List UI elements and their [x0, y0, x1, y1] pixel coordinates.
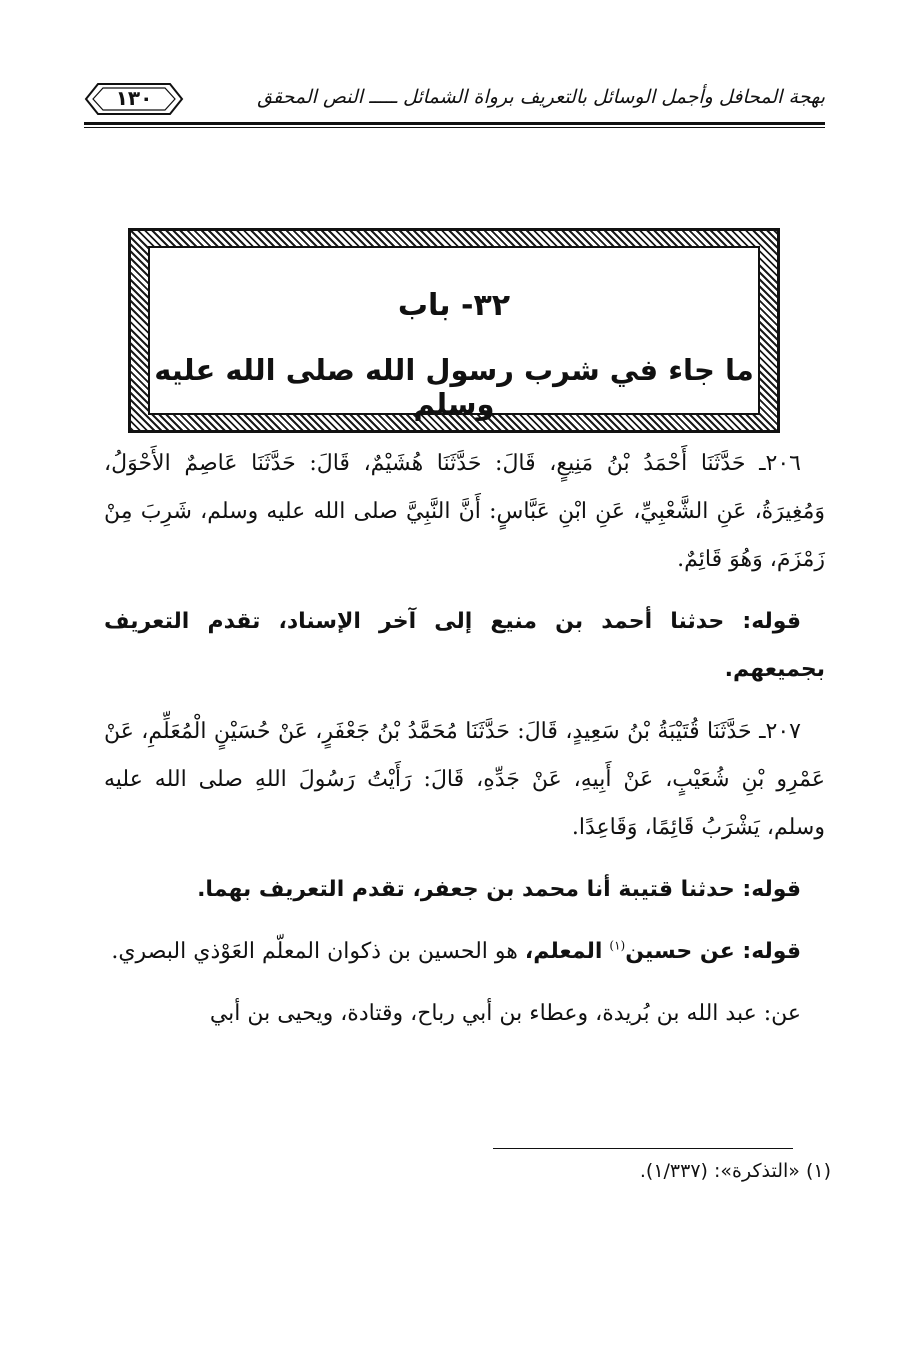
footnote-1: (١) «التذكرة»: (١/٣٣٧).: [639, 1160, 831, 1182]
commentary-lead-name: المعلم،: [524, 939, 603, 964]
narrators-list: عن: عبد الله بن بُريدة، وعطاء بن أبي رباح، وقتادة، ويحيى بن أبي: [209, 1001, 801, 1026]
chapter-ornament-frame: [128, 228, 780, 433]
page-number: ١٣٠: [115, 86, 153, 110]
footnote-ref[interactable]: (١): [609, 938, 626, 953]
commentary-207: قوله: حدثنا قتيبة أنا محمد بن جعفر، تقدم التعريف بهما.: [197, 877, 801, 902]
chapter-heading: ٣٢- باب: [397, 288, 511, 323]
commentary-206: قوله: حدثنا أحمد بن منيع إلى آخر الإسناد، تقدم التعريف بجميعهم.: [104, 609, 825, 682]
header-title: بهجة المحافل وأجمل الوسائل بالتعريف برواة الشمائل ـــــ النص المحقق: [257, 86, 825, 108]
chapter-subtitle: ما جاء في شرب رسول الله صلى الله عليه وسلم: [154, 353, 754, 421]
hadith-207: ٢٠٧ـ حَدَّثَنَا قُتَيْبَةُ بْنُ سَعِيدٍ، قَالَ: حَدَّثَنَا مُحَمَّدُ بْنُ جَعْفَرٍ، عَنْ حُسَيْنٍ الْمُعَلِّمِ، عَنْ عَمْرِو بْنِ شُعَيْبٍ، عَنْ أَبِيهِ، عَنْ جَدِّهِ، قَالَ: رَأَيْتُ رَسُولَ اللهِ صلى الله عليه وسلم، يَشْرَبُ قَائِمًا، وَقَاعِدًا.: [104, 719, 825, 840]
header-rule-thin: [84, 127, 825, 128]
commentary-text: هو الحسين بن ذكوان المعلّم العَوْذي البصري.: [111, 939, 518, 964]
hadith-206: ٢٠٦ـ حَدَّثَنَا أَحْمَدُ بْنُ مَنِيعٍ، قَالَ: حَدَّثَنَا هُشَيْمٌ، قَالَ: حَدَّثَنَا عَاصِمٌ الأَحْوَلُ، وَمُغِيرَةُ، عَنِ الشَّعْبِيِّ، عَنِ ابْنِ عَبَّاسٍ: أَنَّ النَّبِيَّ صلى الله عليه وسلم، شَرِبَ مِنْ زَمْزَمَ، وَهُوَ قَائِمٌ.: [104, 451, 825, 572]
header-rule: [84, 122, 825, 125]
commentary-lead: قوله: عن حسين: [625, 939, 801, 964]
footnote-separator: [493, 1148, 793, 1149]
commentary-husayn: [104, 928, 825, 976]
chapter-frame-inner: [148, 246, 760, 421]
running-header: [84, 80, 825, 130]
body-text: [104, 440, 825, 1052]
page-number-badge: [84, 82, 184, 116]
